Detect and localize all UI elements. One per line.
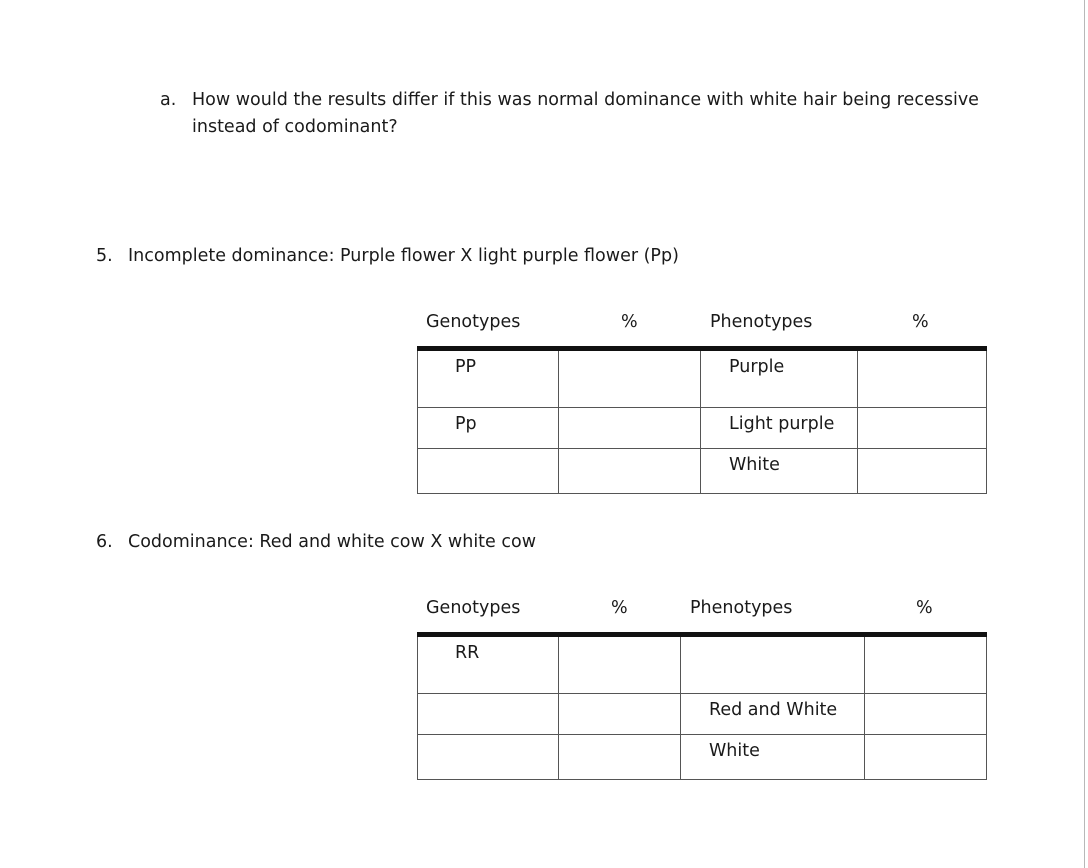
phenotype-cell[interactable] [701, 349, 858, 408]
genotype-cell[interactable] [418, 349, 559, 408]
table-row [418, 349, 987, 408]
phenotype-percent-cell[interactable] [865, 635, 987, 694]
genotypes-header: Genotypes [426, 598, 521, 618]
genotype-label: Pp [455, 414, 477, 434]
phenotypes-header: Phenotypes [710, 312, 813, 332]
question-6-table-header [0, 598, 1088, 624]
question-5-table-header [0, 312, 1088, 338]
genotype-label: PP [455, 357, 477, 377]
phenotype-cell[interactable] [701, 408, 858, 449]
question-a-marker: a. [160, 90, 177, 110]
table-row [418, 694, 987, 735]
table-row [418, 735, 987, 780]
phenotype-cell[interactable] [681, 694, 865, 735]
genotype-percent-cell[interactable] [559, 694, 681, 735]
genotype-percent-header: % [611, 598, 628, 618]
phenotype-label: White [729, 455, 780, 475]
genotype-cell[interactable] [418, 735, 559, 780]
phenotypes-header: Phenotypes [690, 598, 793, 618]
phenotype-label: Light purple [729, 414, 835, 434]
question-a-line-1: How would the results differ if this was normal dominance with white hair being recessive [192, 90, 979, 110]
genotype-percent-header: % [621, 312, 638, 332]
phenotype-label: Red and White [709, 700, 838, 720]
phenotype-label: Purple [729, 357, 785, 377]
question-5-table [417, 346, 987, 494]
genotype-cell[interactable] [418, 449, 559, 494]
genotype-percent-cell[interactable] [559, 635, 681, 694]
question-6-text: Codominance: Red and white cow X white cow [128, 532, 537, 552]
phenotype-label: White [709, 741, 760, 761]
question-6-number: 6. [96, 532, 113, 552]
genotype-percent-cell[interactable] [559, 449, 701, 494]
question-6-table [417, 632, 987, 780]
phenotype-percent-header: % [912, 312, 929, 332]
phenotype-percent-cell[interactable] [858, 408, 987, 449]
genotype-percent-cell[interactable] [559, 349, 701, 408]
question-5-text: Incomplete dominance: Purple flower X light purple flower (Pp) [128, 246, 679, 266]
question-5-number: 5. [96, 246, 113, 266]
question-a-line-2: instead of codominant? [192, 117, 398, 137]
genotype-cell[interactable] [418, 694, 559, 735]
genotype-percent-cell[interactable] [559, 735, 681, 780]
genotypes-header: Genotypes [426, 312, 521, 332]
phenotype-percent-cell[interactable] [865, 694, 987, 735]
phenotype-cell[interactable] [701, 449, 858, 494]
phenotype-percent-cell[interactable] [865, 735, 987, 780]
phenotype-percent-header: % [916, 598, 933, 618]
genotype-cell[interactable] [418, 635, 559, 694]
table-row [418, 449, 987, 494]
genotype-percent-cell[interactable] [559, 408, 701, 449]
table-row [418, 635, 987, 694]
phenotype-percent-cell[interactable] [858, 349, 987, 408]
page-edge [1084, 0, 1085, 868]
genotype-cell[interactable] [418, 408, 559, 449]
genotype-label: RR [455, 643, 480, 663]
phenotype-percent-cell[interactable] [858, 449, 987, 494]
table-row [418, 408, 987, 449]
phenotype-cell[interactable] [681, 735, 865, 780]
phenotype-cell[interactable] [681, 635, 865, 694]
